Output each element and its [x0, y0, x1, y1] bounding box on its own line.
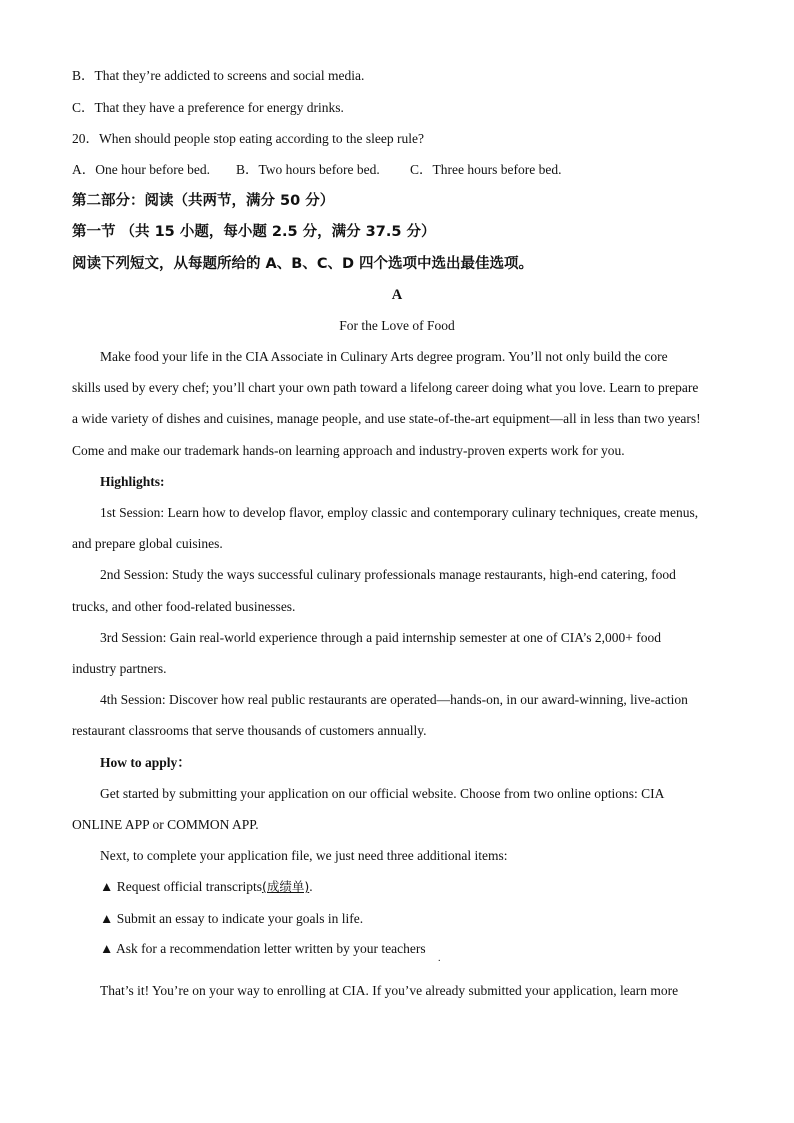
next-line: Next, to complete your application file, we just need three additional items:: [100, 848, 508, 863]
intro-line: Come and make our trademark hands-on learning approach and industry-proven experts work for you.: [72, 443, 625, 458]
session-2-line: trucks, and other food-related businesses.: [72, 599, 296, 614]
question-20-option-c: C．Three hours before bed.: [410, 162, 562, 177]
how-to-apply-heading: How to apply：: [100, 755, 191, 770]
passage-letter: A: [391, 287, 403, 303]
intro-line: skills used by every chef; you’ll chart your own path toward a lifelong career doing what you love. Learn to prepare: [72, 380, 699, 395]
subsection-heading: 第一节 （共 15 小题，每小题 2.5 分，满分 37.5 分）: [72, 224, 436, 240]
closing-line: That’s it! You’re on your way to enrolling at CIA. If you’ve already submitted your application, learn more: [100, 983, 679, 998]
session-3-line: industry partners.: [72, 661, 167, 676]
highlights-heading: Highlights:: [100, 474, 165, 489]
apply-item-1: [100, 878, 313, 896]
session-2-line: 2nd Session: Study the ways successful culinary professionals manage restaurants, high-end catering, food: [100, 567, 676, 582]
apply-line: Get started by submitting your application on our official website. Choose from two online options: CIA: [100, 786, 665, 801]
apply-item-1-end: .: [309, 879, 313, 894]
instruction: 阅读下列短文，从每题所给的 A、B、C、D 四个选项中选出最佳选项。: [72, 256, 534, 272]
session-4-line: 4th Session: Discover how real public restaurants are operated—hands-on, in our award-winning, live-action: [100, 692, 688, 707]
session-4-line: restaurant classrooms that serve thousands of customers annually.: [72, 723, 427, 738]
intro-line: a wide variety of dishes and cuisines, manage people, and use state-of-the-art equipment—all in less than two years!: [72, 411, 701, 426]
apply-item-1-text: ▲ Request official transcripts: [100, 879, 262, 894]
session-1-line: and prepare global cuisines.: [72, 536, 223, 551]
part-heading: 第二部分：阅读（共两节，满分 50 分）: [72, 193, 335, 209]
transcripts-gloss: (成绩单): [261, 879, 310, 894]
apply-line: ONLINE APP or COMMON APP.: [72, 817, 259, 832]
option-c-prev: C．That they have a preference for energy drinks.: [72, 100, 344, 115]
stray-mark: .: [438, 953, 441, 964]
session-3-line: 3rd Session: Gain real-world experience through a paid internship semester at one of CIA’s 2,000+ food: [100, 630, 661, 645]
passage-title: For the Love of Food: [339, 318, 455, 333]
session-1-line: 1st Session: Learn how to develop flavor, employ classic and contemporary culinary techniques, create menus,: [100, 505, 699, 520]
question-20-option-a: A．One hour before bed.: [72, 162, 210, 177]
apply-item-2: ▲ Submit an essay to indicate your goals in life.: [100, 911, 364, 926]
apply-item-3: ▲ Ask for a recommendation letter written by your teachers: [100, 941, 426, 956]
option-b-prev: B．That they’re addicted to screens and social media.: [72, 68, 365, 83]
intro-line: Make food your life in the CIA Associate in Culinary Arts degree program. You’ll not only build the core: [100, 349, 668, 364]
question-20-option-b: B．Two hours before bed.: [236, 162, 380, 177]
question-20-stem: 20．When should people stop eating according to the sleep rule?: [72, 131, 425, 146]
